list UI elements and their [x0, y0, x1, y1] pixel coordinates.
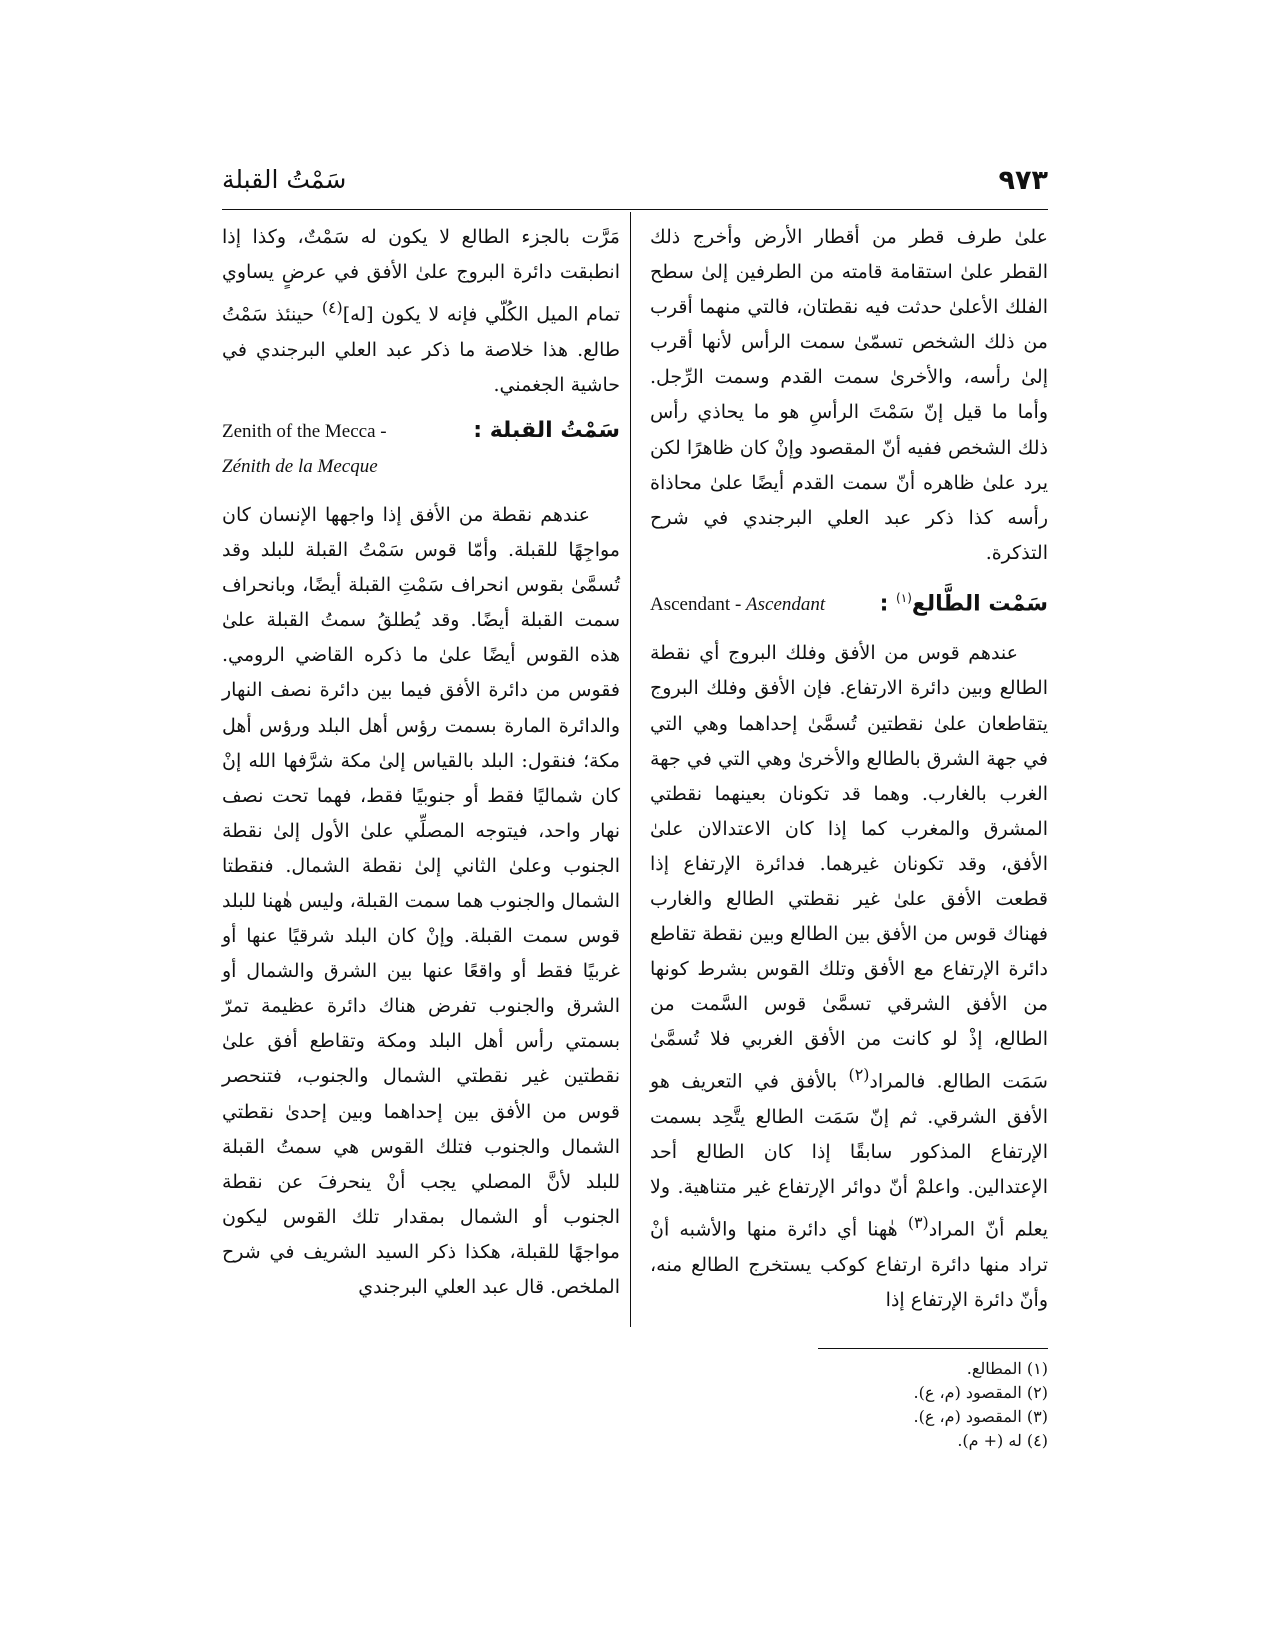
footnote-ref-3: (٣): [907, 1213, 929, 1233]
footnote-ref-4: (٤): [321, 298, 343, 318]
footnote-3: (٣) المقصود (م، ع).: [913, 1407, 1048, 1426]
right-paragraph-1: علىٰ طرف قطر من أقطار الأرض وأخرج ذلك القطر علىٰ استقامة قامته من الطرفين إلىٰ سطح الفلك الأعلىٰ حدثت فيه نقطتان، فالتي منهما أقرب من ذلك الشخص تسمّىٰ سمت الرأس لأنها أقرب إلىٰ رأسه، والأخرىٰ سمت القدم وسمت الرِّجل. وأما ما قيل إنّ سَمْتَ الرأسِ هو ما يحاذي رأس ذلك الشخص ففيه أنّ المقصود وإنْ كان ظاهرًا لكن يرد علىٰ ظاهره أنّ سمت القدم أيضًا علىٰ محاذاة رأسه كذا ذكر عبد العلي البرجندي في شرح التذكرة.: [650, 226, 1048, 564]
left-paragraph-1: مَرَّت بالجزء الطالع لا يكون له سَمْتٌ، وكذا إذا انطبقت دائرة البروج علىٰ الأفق في عرضٍ يساوي تمام الميل الكُلّي فإنه لا يكون [له]$^{(٤)}$ حينئذ سَمْتُ طالع. هذا خلاصة ما ذكر عبد العلي البرجندي في حاشية الجغمني.: [222, 226, 620, 396]
heading-en-qibla: Zenith of the Mecca -: [222, 420, 387, 442]
right-paragraph-2: عندهم قوس من الأفق وفلك البروج أي نقطة الطالع وبين دائرة الارتفاع. فإن الأفق وفلك البروج يتقاطعان علىٰ نقطتين تُسمَّىٰ إحداهما وهي التي في جهة الشرق بالطالع والأخرىٰ وهي التي في جهة الغرب بالغارب. وهما قد تكونان بعينهما نقطتي المشرق والمغرب كما إذا كان الاعتدالان علىٰ الأفق، وقد تكونان غيرهما. فدائرة الإرتفاع إذا قطعت الأفق علىٰ غير نقطتي الطالع والغارب فهناك قوس من الأفق بين الطالع وبين نقطة تقاطع دائرة الإرتفاع مع الأفق وتلك القوس بشرط كونها من الأفق الشرقي تسمَّىٰ قوس السَّمت من الطالع، إذْ لو كانت من الأفق الغربي فلا تُسمَّىٰ سَمَت الطالع. فالمراد$^{(٢)}$ بالأفق في التعريف هو الأفق الشرقي. ثم إنّ سَمَت الطالع يتَّحِد بسمت الإرتفاع المذكور سابقًا إذا كان الطالع أحد الإعتدالين. واعلمْ أنّ دوائر الإرتفاع غير متناهية. ولا يعلم أنّ المراد$^{(٣)}$ هٰهنا أي دائرة منها والأشبه أنْ تراد منها دائرة ارتفاع كوكب يستخرج الطالع منه، وأنّ دائرة الإرتفاع إذا: [650, 642, 1048, 1311]
heading-en-ascendant: Ascendant - Ascendant: [650, 594, 826, 616]
column-divider: [630, 212, 631, 1327]
left-column: [222, 220, 620, 1305]
heading-ar-qibla: سَمْتُ القبلة :: [473, 417, 620, 443]
running-title: سَمْتُ القبلة: [222, 165, 347, 194]
footnotes: [650, 1357, 1048, 1453]
footnote-2: (٢) المقصود (م، ع).: [913, 1383, 1048, 1402]
page-number: ٩٧٣: [998, 165, 1048, 196]
footnote-1: (١) المطالع.: [966, 1359, 1048, 1378]
footnote-rule: [818, 1348, 1048, 1349]
left-paragraph-2: عندهم نقطة من الأفق إذا واجهها الإنسان كان مواجِهًا للقبلة. وأمّا قوس سَمْتُ القبلة للبلد وقد تُسمَّىٰ بقوس انحراف سَمْتِ القبلة أيضًا، وبانحراف سمت القبلة أيضًا. وقد يُطلقُ سمتُ القبلة علىٰ هذه القوس أيضًا علىٰ ما ذكره القاضي الرومي. فقوس من دائرة الأفق فيما بين دائرة نصف النهار والدائرة المارة بسمت رؤس أهل البلد ورؤس أهل مكة؛ فنقول: البلد بالقياس إلىٰ مكة شرَّفها الله إنْ كان شماليًا فقط أو جنوبيًا فقط، فهما تحت نصف نهار واحد، فيتوجه المصلِّي علىٰ الأول إلىٰ نقطة الجنوب وعلىٰ الثاني إلىٰ نقطة الشمال. فنقطتا الشمال والجنوب هما سمت القبلة، وليس هٰهنا للبلد قوس سمت القبلة. وإنْ كان البلد شرقيًا عنها أو غربيًا فقط أو واقعًا عنها بين الشرق والشمال أو الشرق والجنوب تفرض هناك دائرة عظيمة تمرّ بسمتي رأس أهل البلد ومكة وتقاطع أفق علىٰ نقطتين غير نقطتي الشمال والجنوب، فتنحصر قوس من الأفق بين إحداهما وبين إحدىٰ نقطتي الشمال والجنوب فتلك القوس هي سمتُ القبلة للبلد لأنَّ المصلي يجب أنْ ينحرفَ عن نقطة الجنوب أو الشمال بمقدار تلك القوس ليكون مواجهًا للقبلة، هكذا ذكر السيد الشريف في شرح الملخص. قال عبد العلي البرجندي: [222, 503, 620, 1299]
footnote-ref-1: (١): [896, 590, 912, 605]
footnote-4: (٤) له (+ م).: [957, 1431, 1048, 1450]
running-head: [222, 163, 1048, 203]
entry-heading-qibla: [222, 413, 620, 484]
footnote-ref-2: (٢): [848, 1065, 870, 1085]
entry-heading-ascendant: [650, 581, 1048, 622]
right-column: [650, 220, 1048, 1318]
heading-ar-ascendant: سَمْت الطَّالع$^{(١)}$ :: [879, 590, 1048, 617]
header-rule: [222, 209, 1048, 210]
heading-fr-qibla: Zénith de la Mecque: [222, 455, 378, 477]
